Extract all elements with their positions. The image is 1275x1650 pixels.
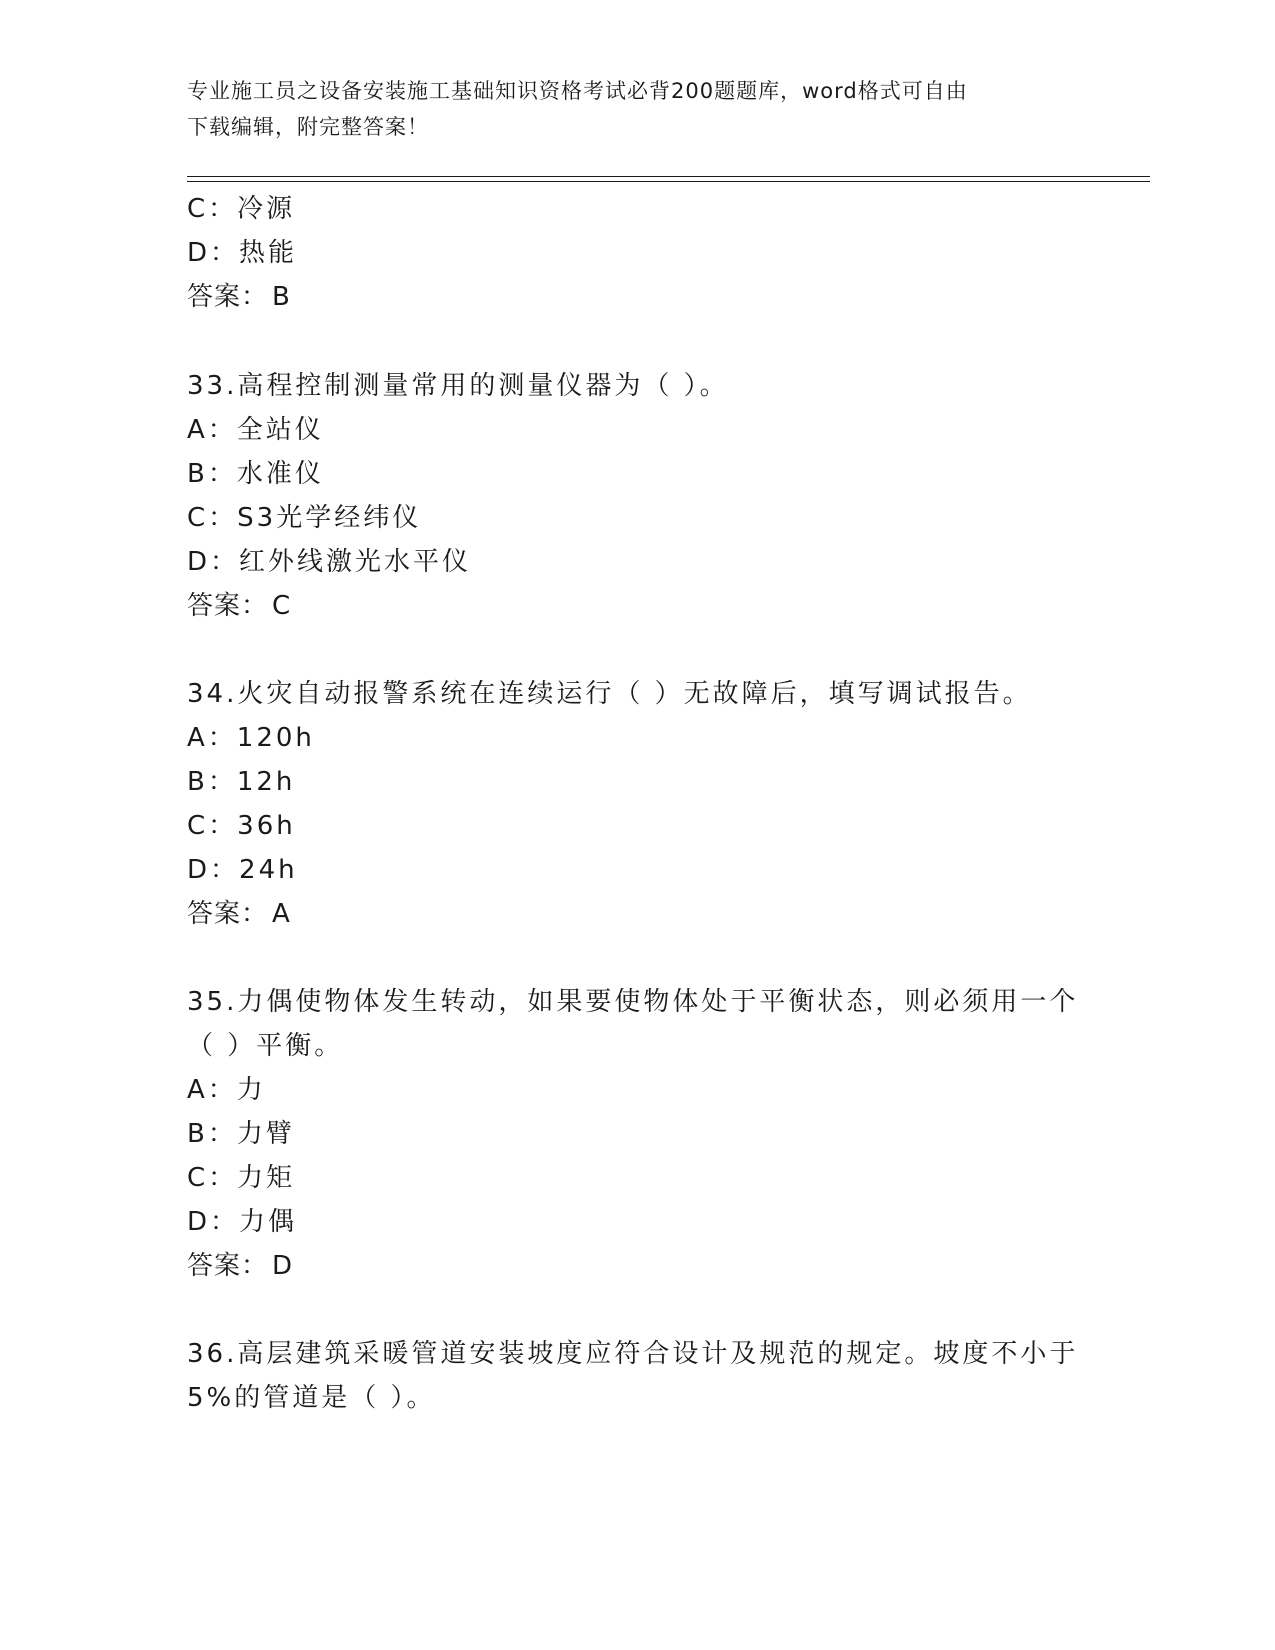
- q34-option-a: A：120h: [187, 723, 315, 753]
- q34-stem: 34.火灾自动报警系统在连续运行（ ）无故障后，填写调试报告。: [187, 679, 1032, 709]
- q34-answer-value: A: [272, 899, 291, 929]
- q32-option-c: C：冷源: [187, 194, 296, 224]
- q35-answer-label: 答案：: [187, 1251, 269, 1281]
- q33-option-a: A：全站仪: [187, 415, 324, 445]
- q34-answer-label: 答案：: [187, 899, 269, 929]
- header-divider-top: [187, 176, 1150, 177]
- header-line-1: 专业施工员之设备安装施工基础知识资格考试必背200题题库，word格式可自由: [187, 79, 968, 103]
- q34-answer: [187, 897, 291, 931]
- q35-answer: [187, 1249, 293, 1283]
- q33-answer-label: 答案：: [187, 591, 269, 621]
- q35-option-c: C：力矩: [187, 1163, 296, 1193]
- q32-answer-value: B: [272, 282, 291, 312]
- q36-stem-line-1: 36.高层建筑采暖管道安装坡度应符合设计及规范的规定。坡度不小于: [187, 1339, 1079, 1369]
- q32-option-d: D：热能: [187, 238, 298, 268]
- q33-option-b: B：水准仪: [187, 459, 324, 489]
- q33-option-d: D：红外线激光水平仪: [187, 547, 472, 577]
- q33-answer-value: C: [272, 591, 292, 621]
- q35-answer-value: D: [272, 1251, 294, 1281]
- q32-answer: [187, 280, 291, 314]
- document-header: [187, 73, 1067, 145]
- q34-option-b: B：12h: [187, 767, 296, 797]
- q35-option-a: A：力: [187, 1075, 266, 1105]
- header-line-2: 下载编辑，附完整答案！: [187, 115, 429, 139]
- q36-stem-line-2: 5%的管道是（ ）。: [187, 1383, 436, 1413]
- q35-option-b: B：力臂: [187, 1119, 295, 1149]
- q35-stem-line-2: （ ）平衡。: [187, 1031, 344, 1061]
- q35-stem-line-1: 35.力偶使物体发生转动，如果要使物体处于平衡状态，则必须用一个: [187, 987, 1079, 1017]
- q32-answer-label: 答案：: [187, 282, 269, 312]
- header-divider-bottom: [187, 181, 1150, 182]
- q33-stem: 33.高程控制测量常用的测量仪器为（ ）。: [187, 371, 729, 401]
- q33-option-c: C：S3光学经纬仪: [187, 503, 422, 533]
- q35-option-d: D：力偶: [187, 1207, 298, 1237]
- q34-option-c: C：36h: [187, 811, 296, 841]
- q34-option-d: D：24h: [187, 855, 298, 885]
- q33-answer: [187, 589, 291, 623]
